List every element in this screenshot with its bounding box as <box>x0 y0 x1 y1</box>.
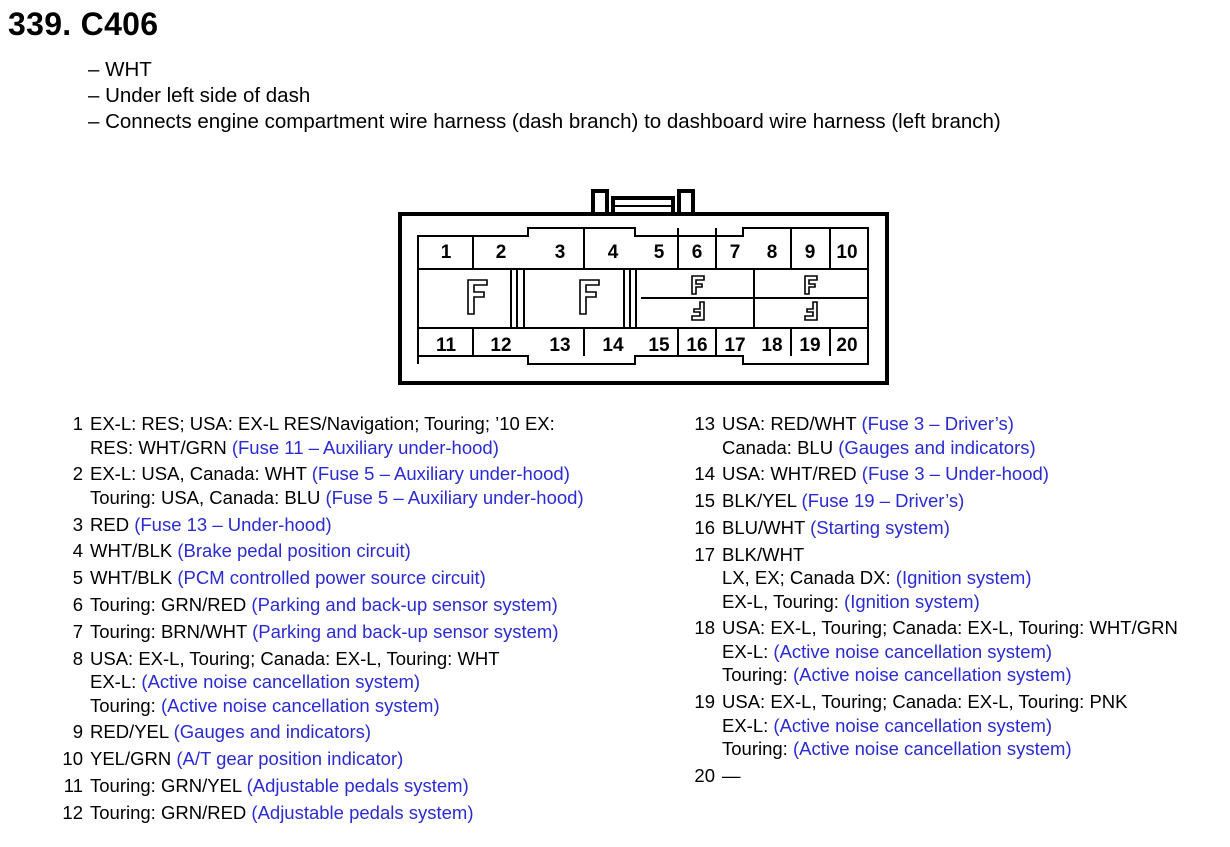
wire-info-text: EX-L, Touring: <box>722 590 845 612</box>
wire-info-text: EX-L: RES; USA: EX-L RES/Navigation; Touring; ’10 EX: <box>90 413 555 434</box>
terminal-label-2: 2 <box>495 242 507 263</box>
pin-description <box>90 539 411 563</box>
wire-info-text: WHT/BLK <box>90 567 178 589</box>
terminal-label-4: 4 <box>607 242 619 263</box>
pin-description-line <box>722 590 1032 614</box>
pin-entry-11 <box>56 774 676 798</box>
pin-description-line <box>90 720 371 744</box>
wire-info-text: USA: WHT/RED <box>722 463 862 485</box>
pin-number: 9 <box>72 721 83 743</box>
pin-description <box>90 513 332 537</box>
pin-list-right <box>688 412 1228 791</box>
circuit-reference-link[interactable]: (Fuse 19 – Driver’s) <box>801 490 965 512</box>
connector-connects: – Connects engine compartment wire harness (dash branch) to dashboard wire harness (left branch) <box>88 110 1001 133</box>
pin-description <box>722 516 950 540</box>
pin-entry-7 <box>56 620 676 644</box>
wire-info-text: Touring: USA, Canada: BLU <box>90 486 326 508</box>
pin-description <box>90 801 474 825</box>
circuit-reference-link[interactable]: (Parking and back-up sensor system) <box>252 620 559 642</box>
pin-description <box>90 774 469 798</box>
pin-number: 6 <box>72 593 83 615</box>
pin-description-line <box>90 647 500 671</box>
pin-list-left <box>56 412 676 828</box>
circuit-reference-link[interactable]: (Fuse 3 – Under-hood) <box>861 463 1049 485</box>
pin-description-line <box>90 462 584 486</box>
pin-description-line <box>722 436 1036 460</box>
circuit-reference-link[interactable]: (Adjustable pedals system) <box>251 801 474 823</box>
terminal-label-10: 10 <box>836 242 858 263</box>
wire-info-text: Touring: BRN/WHT <box>90 620 253 642</box>
wire-info-text: EX-L: <box>90 671 142 693</box>
connector-face-diagram <box>398 188 892 386</box>
pin-description-line <box>90 593 558 617</box>
circuit-reference-link[interactable]: (Ignition system) <box>844 590 980 612</box>
wire-info-text: BLK/WHT <box>722 543 805 565</box>
pin-description <box>90 720 371 744</box>
wire-info-text: Touring: GRN/RED <box>90 593 252 615</box>
pin-entry-13 <box>688 412 1228 459</box>
connector-color: – WHT <box>88 58 152 81</box>
pin-entry-8 <box>56 647 676 718</box>
circuit-reference-link[interactable]: (Active noise cancellation system) <box>160 694 440 716</box>
pin-number: 7 <box>72 620 83 642</box>
wire-info-text: USA: RED/WHT <box>722 413 862 434</box>
terminal-label-16: 16 <box>686 335 708 356</box>
pin-description-line <box>722 462 1049 486</box>
pin-number: 14 <box>694 463 715 485</box>
circuit-reference-link[interactable]: (Fuse 5 – Auxiliary under-hood) <box>325 486 584 508</box>
pin-number: 5 <box>72 567 83 589</box>
wire-info-text: Touring: <box>722 738 793 760</box>
pin-entry-9 <box>56 720 676 744</box>
pin-number: 20 <box>694 765 715 787</box>
pin-entry-16 <box>688 516 1228 540</box>
pin-number: 15 <box>694 490 715 512</box>
wire-info-text: RED/YEL <box>90 721 174 743</box>
circuit-reference-link[interactable]: (Gauges and indicators) <box>173 721 372 743</box>
pin-description-line <box>90 801 474 825</box>
pin-description-line <box>90 774 469 798</box>
wire-info-text: RES: WHT/GRN <box>90 436 232 458</box>
wire-info-text: RED <box>90 513 135 535</box>
pin-description-line <box>722 616 1178 640</box>
pin-description-line <box>90 436 555 460</box>
pin-description <box>90 462 584 509</box>
pin-entry-4 <box>56 539 676 563</box>
terminal-label-8: 8 <box>766 242 778 263</box>
pin-number: 4 <box>72 540 83 562</box>
wire-info-text: EX-L: <box>722 714 774 736</box>
pin-number: 17 <box>694 543 715 565</box>
pin-description-line <box>722 764 741 788</box>
pin-number: 19 <box>694 691 715 713</box>
circuit-reference-link[interactable]: (Fuse 13 – Under-hood) <box>134 513 332 535</box>
pin-description <box>90 412 555 459</box>
pin-description <box>90 593 558 617</box>
pin-description-line <box>722 663 1178 687</box>
wire-info-text: YEL/GRN <box>90 748 177 770</box>
terminal-label-15: 15 <box>648 335 670 356</box>
pin-description <box>722 462 1049 486</box>
terminal-label-3: 3 <box>554 242 566 263</box>
terminal-label-6: 6 <box>691 242 703 263</box>
pin-description <box>90 747 403 771</box>
circuit-reference-link[interactable]: (A/T gear position indicator) <box>176 748 404 770</box>
wire-info-text: USA: EX-L, Touring; Canada: EX-L, Touring: WHT/GRN <box>722 617 1178 639</box>
terminal-label-9: 9 <box>804 242 816 263</box>
wire-info-text: Touring: GRN/YEL <box>90 774 247 796</box>
circuit-reference-link[interactable]: (Active noise cancellation system) <box>792 664 1072 686</box>
pin-entry-2 <box>56 462 676 509</box>
pin-description-line <box>722 714 1128 738</box>
pin-number: 18 <box>694 617 715 639</box>
terminal-label-1: 1 <box>440 242 452 263</box>
pin-entry-20 <box>688 764 1228 788</box>
pin-number: 16 <box>694 516 715 538</box>
terminal-label-12: 12 <box>490 335 512 356</box>
pin-description <box>722 616 1178 687</box>
pin-description-line <box>90 670 500 694</box>
pin-description-line <box>90 412 555 436</box>
pin-description-line <box>722 690 1128 714</box>
wire-info-text: Touring: <box>90 694 161 716</box>
pin-description <box>90 620 559 644</box>
pin-entry-3 <box>56 513 676 537</box>
pin-number: 11 <box>63 774 83 796</box>
circuit-reference-link[interactable]: (Gauges and indicators) <box>838 436 1036 458</box>
wire-info-text: EX-L: USA, Canada: WHT <box>90 463 312 485</box>
pin-description-line <box>722 737 1128 761</box>
circuit-reference-link[interactable]: (Adjustable pedals system) <box>246 774 469 796</box>
pin-entry-5 <box>56 566 676 590</box>
circuit-reference-link[interactable]: (Fuse 5 – Auxiliary under-hood) <box>311 463 570 485</box>
pin-description-line <box>90 513 332 537</box>
terminal-label-17: 17 <box>724 335 746 356</box>
terminal-label-14: 14 <box>602 335 624 356</box>
pin-description <box>722 764 741 788</box>
pin-number: 10 <box>62 748 83 770</box>
pin-description-line <box>90 566 486 590</box>
wire-info-text: USA: EX-L, Touring; Canada: EX-L, Touring: WHT <box>90 647 500 669</box>
pin-number: 8 <box>72 647 83 669</box>
wire-info-text: BLK/YEL <box>722 490 802 512</box>
connector-location: – Under left side of dash <box>88 84 311 107</box>
pin-entry-15 <box>688 489 1228 513</box>
circuit-reference-link[interactable]: (Parking and back-up sensor system) <box>251 593 558 615</box>
pin-number: 13 <box>694 413 715 434</box>
pin-description-line <box>722 543 1032 567</box>
circuit-reference-link[interactable]: (Active noise cancellation system) <box>773 640 1053 662</box>
wire-info-text: Touring: GRN/RED <box>90 801 252 823</box>
wire-info-text: WHT/BLK <box>90 540 178 562</box>
terminal-label-13: 13 <box>549 335 571 356</box>
pin-description <box>722 489 964 513</box>
circuit-reference-link[interactable]: (Active noise cancellation system) <box>773 714 1053 736</box>
wire-info-text: — <box>722 765 741 787</box>
wire-info-text: BLU/WHT <box>722 516 811 538</box>
pin-entry-18 <box>688 616 1228 687</box>
terminal-label-11: 11 <box>435 335 457 356</box>
pin-entry-17 <box>688 543 1228 614</box>
wire-info-text: LX, EX; Canada DX: <box>722 567 896 589</box>
terminal-label-20: 20 <box>836 335 858 356</box>
terminal-label-18: 18 <box>761 335 783 356</box>
pin-description-line <box>722 489 964 513</box>
pin-entry-12 <box>56 801 676 825</box>
circuit-reference-link[interactable]: (Brake pedal position circuit) <box>177 540 411 562</box>
pin-description-line <box>722 516 950 540</box>
circuit-reference-link[interactable]: (Ignition system) <box>895 567 1032 589</box>
pin-description-line <box>722 640 1178 664</box>
circuit-reference-link[interactable]: (Fuse 3 – Driver’s) <box>861 413 1014 434</box>
pin-number: 3 <box>72 513 83 535</box>
pin-description-line <box>90 694 500 718</box>
pin-description <box>722 543 1032 614</box>
connector-title: 339. C406 <box>8 6 159 42</box>
pin-entry-19 <box>688 690 1228 761</box>
pin-description <box>90 566 486 590</box>
pin-number: 2 <box>72 463 83 485</box>
pin-description-line <box>90 486 584 510</box>
terminal-label-5: 5 <box>653 242 665 263</box>
pin-entry-14 <box>688 462 1228 486</box>
pin-number: 1 <box>72 413 83 434</box>
pin-description <box>90 647 500 718</box>
pin-description-line <box>722 412 1036 436</box>
circuit-reference-link[interactable]: (Active noise cancellation system) <box>792 738 1072 760</box>
pin-description <box>722 690 1128 761</box>
circuit-reference-link[interactable]: (Active noise cancellation system) <box>141 671 421 693</box>
wire-info-text: USA: EX-L, Touring; Canada: EX-L, Touring: PNK <box>722 691 1128 713</box>
pin-description-line <box>90 747 403 771</box>
pin-description <box>722 412 1036 459</box>
wire-info-text: Touring: <box>722 664 793 686</box>
pin-entry-1 <box>56 412 676 459</box>
wire-info-text: Canada: BLU <box>722 436 839 458</box>
wire-info-text: EX-L: <box>722 640 774 662</box>
circuit-reference-link[interactable]: (Fuse 11 – Auxiliary under-hood) <box>231 436 499 458</box>
pin-description-line <box>722 566 1032 590</box>
pin-number: 12 <box>62 801 83 823</box>
connector-description <box>88 57 1001 135</box>
circuit-reference-link[interactable]: (Starting system) <box>810 516 950 538</box>
pin-description-line <box>90 539 411 563</box>
terminal-label-19: 19 <box>799 335 821 356</box>
terminal-label-7: 7 <box>729 242 741 263</box>
circuit-reference-link[interactable]: (PCM controlled power source circuit) <box>177 567 486 589</box>
pin-entry-10 <box>56 747 676 771</box>
pin-description-line <box>90 620 559 644</box>
pin-entry-6 <box>56 593 676 617</box>
